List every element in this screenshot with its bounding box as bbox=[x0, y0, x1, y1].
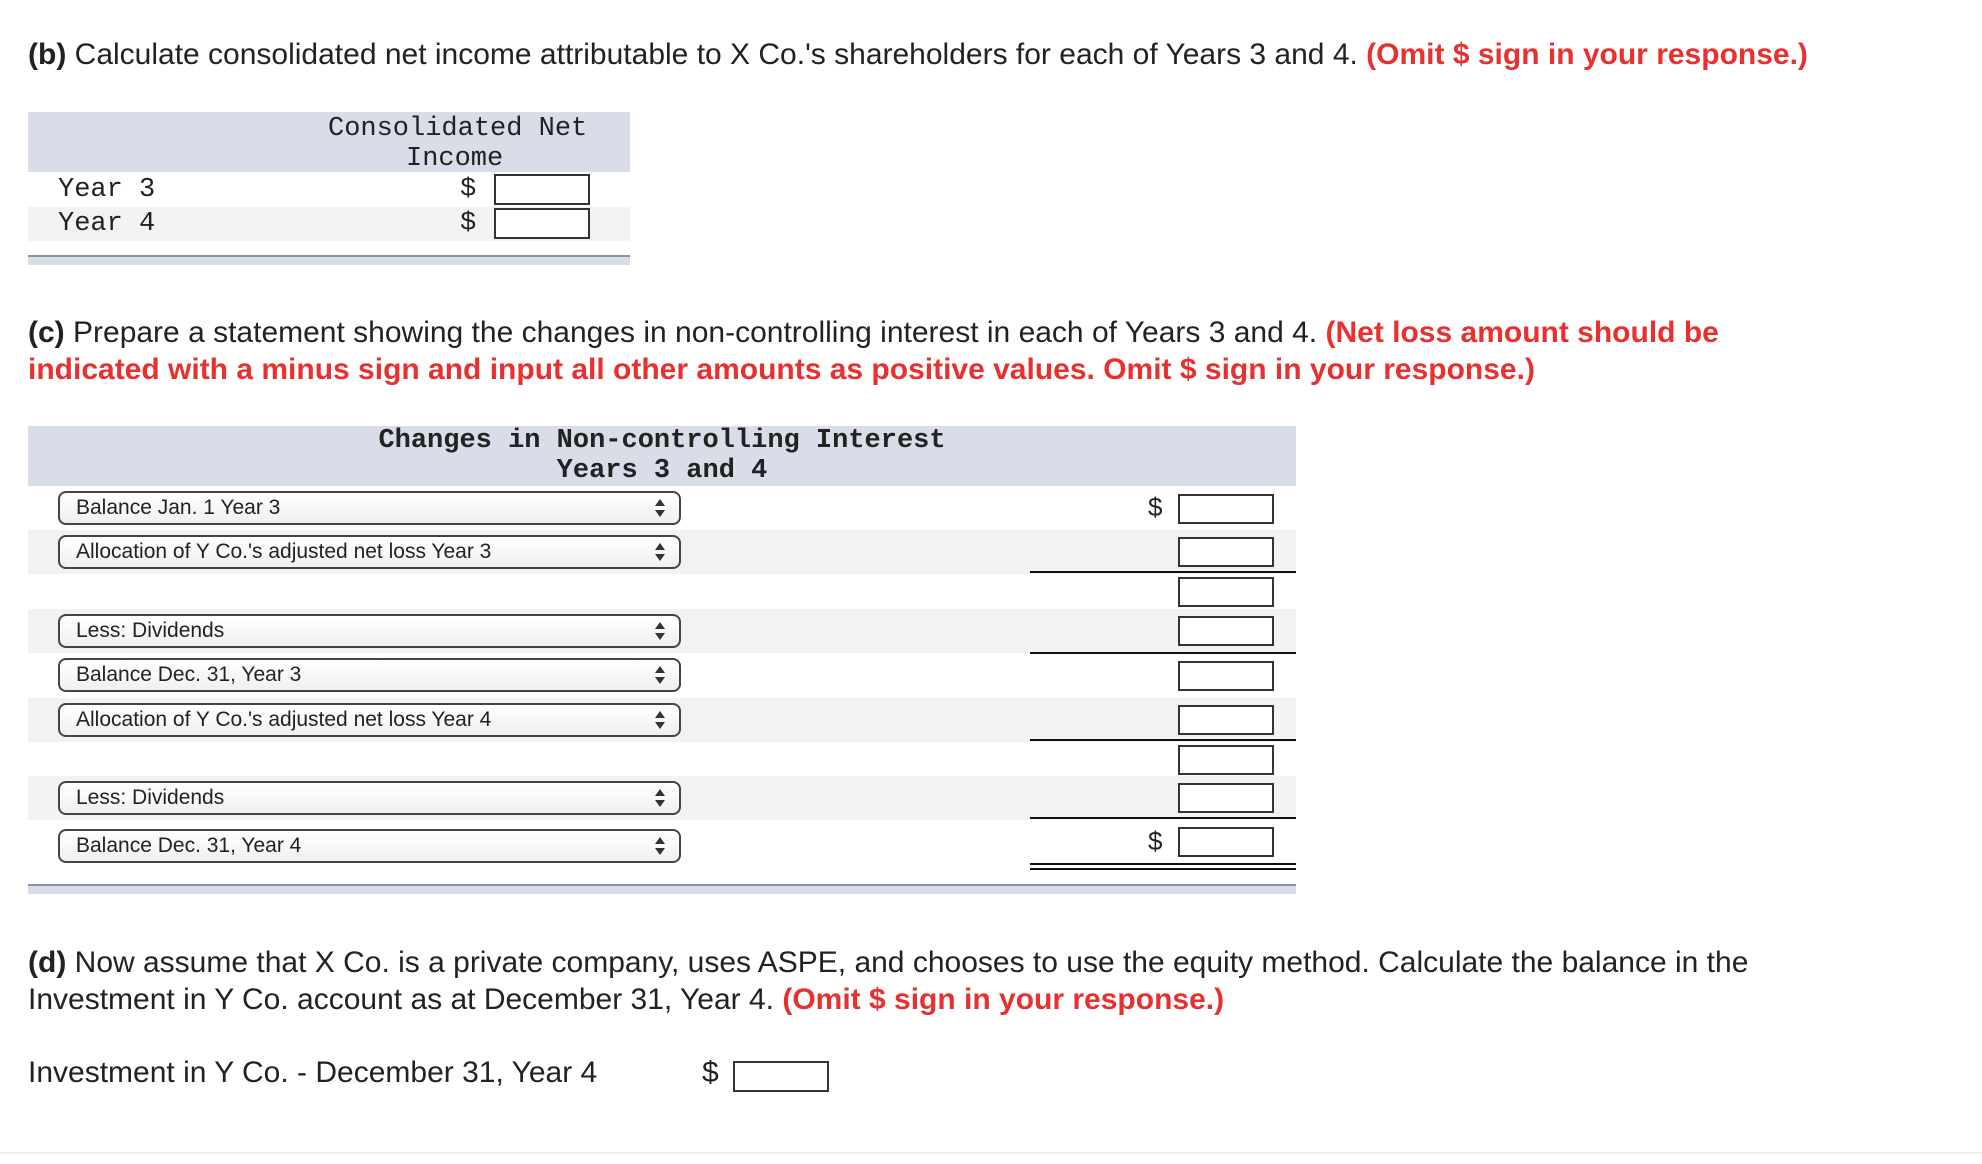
row-7-select[interactable] bbox=[58, 829, 681, 863]
currency-symbol: $ bbox=[1148, 826, 1163, 856]
balance-jan1-year3-input[interactable] bbox=[1178, 494, 1274, 524]
investment-field-label: Investment in Y Co. - December 31, Year 4 bbox=[28, 1056, 598, 1089]
header-line-2: Income bbox=[406, 144, 504, 174]
allocation-year3-input[interactable] bbox=[1178, 537, 1274, 567]
dividends-year4-input[interactable] bbox=[1178, 783, 1274, 813]
part-d-instruction: (Omit $ sign in your response.) bbox=[782, 983, 1225, 1016]
currency-symbol: $ bbox=[460, 209, 477, 239]
row-5-select[interactable] bbox=[58, 703, 681, 737]
select-value: Balance Dec. 31, Year 3 bbox=[76, 663, 302, 686]
title-line-1: Changes in Non-controlling Interest bbox=[378, 426, 946, 456]
subtotal-rule bbox=[1030, 652, 1296, 654]
select-value: Balance Dec. 31, Year 4 bbox=[76, 834, 302, 857]
part-c-instruction-2: indicated with a minus sign and input all other amounts as positive values. Omit $ sign in your response.) bbox=[28, 353, 1535, 386]
part-b-instruction: (Omit $ sign in your response.) bbox=[1366, 38, 1808, 71]
select-value: Balance Jan. 1 Year 3 bbox=[76, 496, 281, 519]
select-arrows-icon bbox=[655, 543, 665, 561]
bottom-divider bbox=[0, 1152, 1982, 1154]
part-c-label: (c) bbox=[28, 316, 65, 349]
nci-statement-table bbox=[28, 426, 1298, 906]
select-value: Less: Dividends bbox=[76, 786, 225, 809]
net-income-year-4-input[interactable] bbox=[494, 208, 590, 239]
select-value: Allocation of Y Co.'s adjusted net loss Year 4 bbox=[76, 708, 492, 731]
consolidated-net-income-header bbox=[328, 114, 648, 174]
select-arrows-icon bbox=[655, 622, 665, 640]
row-6-select[interactable] bbox=[58, 781, 681, 815]
select-arrows-icon bbox=[655, 837, 665, 855]
subtotal-year4-input[interactable] bbox=[1178, 745, 1274, 775]
balance-dec31-year3-input[interactable] bbox=[1178, 661, 1274, 691]
select-value: Less: Dividends bbox=[76, 619, 225, 642]
select-arrows-icon bbox=[655, 711, 665, 729]
allocation-year4-input[interactable] bbox=[1178, 705, 1274, 735]
select-value: Allocation of Y Co.'s adjusted net loss Year 3 bbox=[76, 540, 492, 563]
part-c-instruction-1: (Net loss amount should be bbox=[1325, 316, 1719, 349]
dividends-year3-input[interactable] bbox=[1178, 616, 1274, 646]
balance-dec31-year4-input[interactable] bbox=[1178, 827, 1274, 857]
total-double-rule-bottom bbox=[1030, 868, 1296, 870]
part-b-question-text: Calculate consolidated net income attributable to X Co.'s shareholders for each of Years 3 and 4. bbox=[66, 38, 1367, 71]
row-label-year-3: Year 3 bbox=[58, 175, 156, 205]
select-arrows-icon bbox=[655, 789, 665, 807]
part-c-question-text: Prepare a statement showing the changes in non-controlling interest in each of Years 3 and 4. bbox=[64, 316, 1326, 349]
row-3-select[interactable] bbox=[58, 614, 681, 648]
table-footer-bar bbox=[28, 884, 1296, 894]
header-line-1: Consolidated Net bbox=[328, 114, 588, 144]
part-b-label: (b) bbox=[28, 38, 67, 71]
investment-balance-input[interactable] bbox=[733, 1061, 829, 1092]
part-b-question bbox=[28, 36, 1968, 73]
part-d-question-line-1: Now assume that X Co. is a private company, uses ASPE, and chooses to use the equity method. Calculate the balance in the bbox=[66, 946, 1749, 979]
select-arrows-icon bbox=[655, 499, 665, 517]
subtotal-rule bbox=[1030, 739, 1296, 741]
row-2-select[interactable] bbox=[58, 535, 681, 569]
title-line-2: Years 3 and 4 bbox=[556, 456, 768, 486]
currency-symbol: $ bbox=[1148, 492, 1163, 522]
part-c-question bbox=[28, 314, 1968, 388]
select-arrows-icon bbox=[655, 666, 665, 684]
consolidated-net-income-table bbox=[28, 112, 630, 272]
row-1-select[interactable] bbox=[58, 491, 681, 525]
part-d-label: (d) bbox=[28, 946, 67, 979]
row-label-year-4: Year 4 bbox=[58, 209, 156, 239]
subtotal-rule bbox=[1030, 817, 1296, 819]
subtotal-rule bbox=[1030, 571, 1296, 573]
part-d-question bbox=[28, 944, 1968, 1018]
table-footer-bar bbox=[28, 255, 630, 265]
nci-statement-title bbox=[28, 426, 1296, 486]
total-double-rule-top bbox=[1030, 863, 1296, 865]
currency-symbol: $ bbox=[460, 175, 477, 205]
net-income-year-3-input[interactable] bbox=[494, 174, 590, 205]
part-d-question-line-2: Investment in Y Co. account as at December 31, Year 4. bbox=[28, 983, 783, 1016]
currency-symbol: $ bbox=[702, 1056, 719, 1089]
row-4-select[interactable] bbox=[58, 658, 681, 692]
subtotal-year3-input[interactable] bbox=[1178, 577, 1274, 607]
